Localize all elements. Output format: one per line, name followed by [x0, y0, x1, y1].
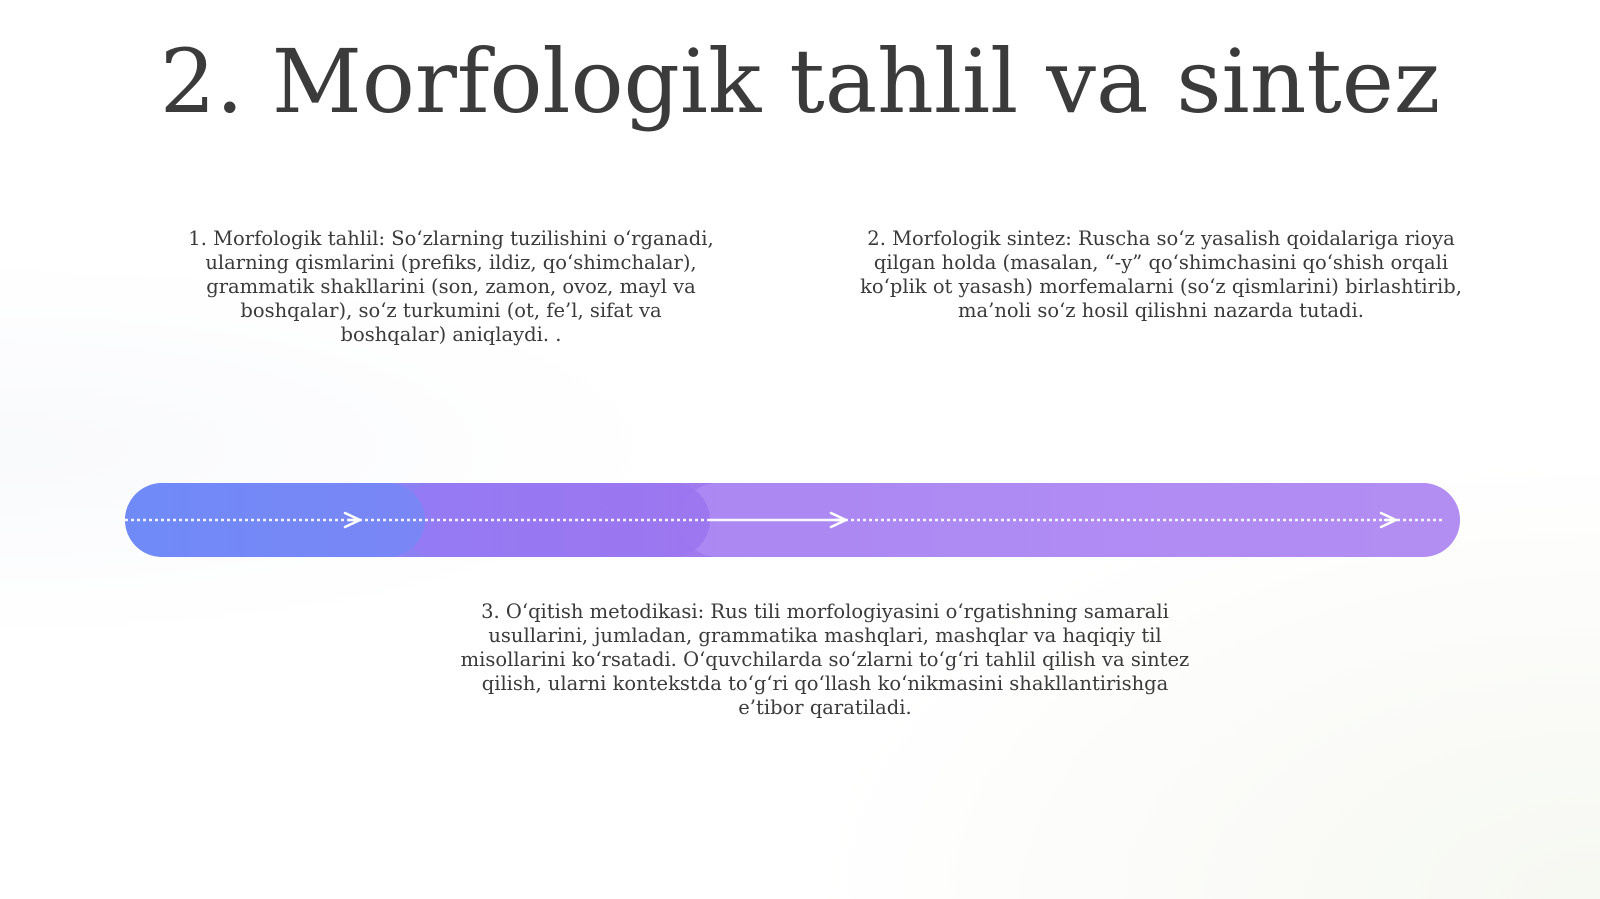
arrow-right-icon [1381, 513, 1396, 527]
timeline-lines [125, 483, 1460, 557]
text-block-morphological-analysis: 1. Morfologik tahlil: So‘zlarning tuzilishini o‘rganadi, ularning qismlarini (prefiks, ildiz, qo‘shimchalar), grammatik shakllarini (son, zamon, ovoz, mayl va boshqalar), so‘z turkumini (ot, fe’l, sifat va boshqalar) aniqlaydi. . [188, 227, 714, 346]
text-block-teaching-methodology: 3. O‘qitish metodikasi: Rus tili morfologiyasini o‘rgatishning samarali usullarini, jumladan, grammatika mashqlari, mashqlar va haqiqiy til misollarini ko‘rsatadi. O‘quvchilarda so‘zlarni to‘g‘ri tahlil qilish va sintez qilish, ularni kontekstda to‘g‘ri qo‘llash ko‘nikmasini shakllantirishga e’tibor qaratiladi. [460, 600, 1190, 719]
timeline-bar [125, 483, 1460, 557]
page-title: 2. Morfologik tahlil va sintez [159, 30, 1441, 133]
text-block-morphological-synthesis: 2. Morfologik sintez: Ruscha so‘z yasalish qoidalariga rioya qilgan holda (masalan, “-y” qo‘shimchasini qo‘shish orqali ko‘plik ot yasash) morfemalarni (so‘z qismlarini) birlashtirib, ma’noli so‘z hosil qilishni nazarda tutadi. [860, 227, 1462, 322]
